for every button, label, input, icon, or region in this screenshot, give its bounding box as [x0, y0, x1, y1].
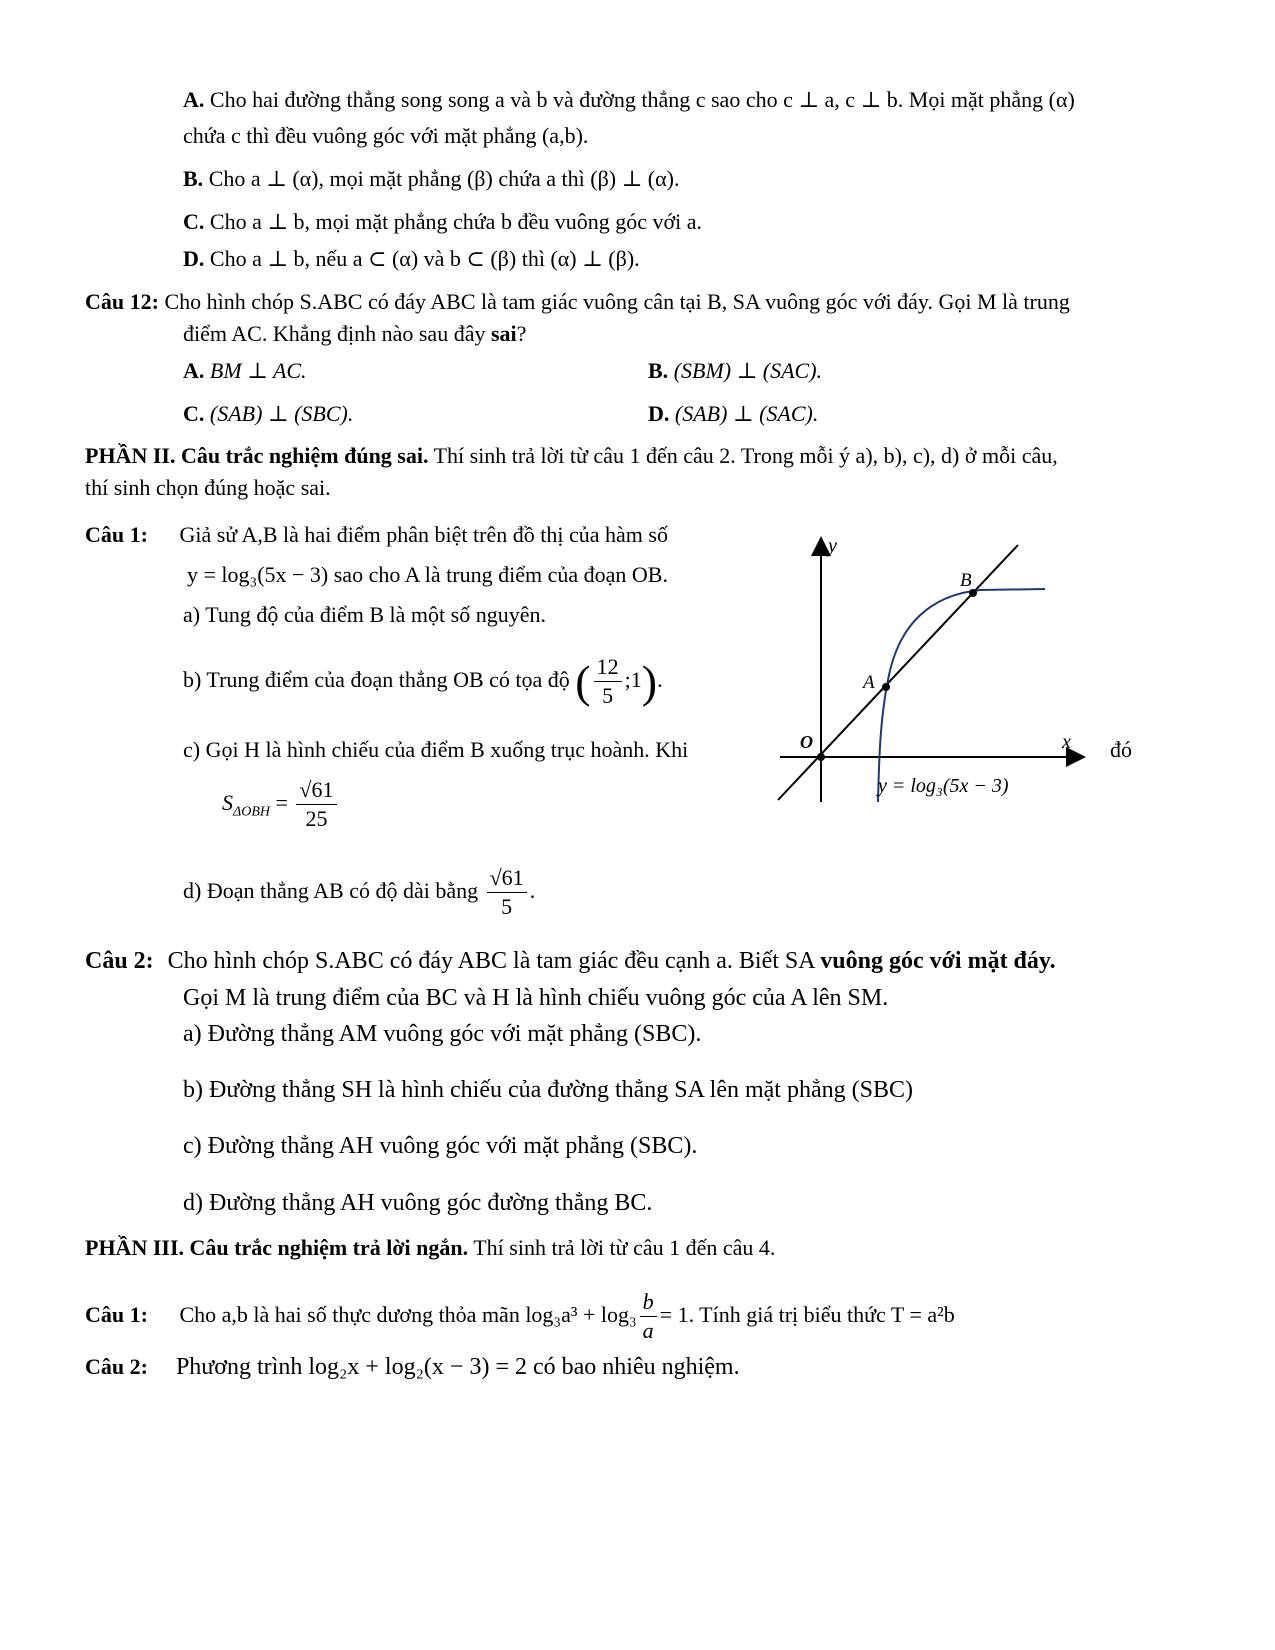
p2q1-statement-d: d) Đoạn thẳng AB có độ dài bằng $\frac{√61}{5}$ . — [183, 865, 536, 920]
origin-label: O — [800, 732, 813, 752]
q12-option-d: D. (SAB) ⊥ (SAC). — [648, 401, 819, 426]
y-axis-label: y — [828, 535, 837, 557]
point-a — [882, 683, 890, 691]
p2q1-area-expression: $S_{\Delta OBH}$ = $\frac{√61}{25}$ — [222, 773, 340, 842]
p2q1-stem: Câu 1: Giả sử A,B là hai điểm phân biệt trên đồ thị của hàm số — [85, 522, 668, 547]
p2q2-statement-c: c) Đường thẳng AH vuông góc với mặt phẳng (SBC). — [183, 1133, 698, 1159]
p3q2-stem: Câu 2: Phương trình log₂x + log₂(x − 3) = 2 có bao nhiêu nghiệm. — [85, 1354, 740, 1380]
p2q1-statement-a: a) Tung độ của điểm B là một số nguyên. — [183, 602, 546, 627]
point-o — [817, 753, 825, 761]
fraction-b-a: $\frac{b}{a}$ — [640, 1288, 657, 1345]
prev-option-d: D. Cho a ⊥ b, nếu a ⊂ (α) và b ⊂ (β) thì (α) ⊥ (β). — [183, 246, 640, 271]
fraction-sqrt61-5: $\frac{√61}{5}$ — [487, 864, 527, 921]
fraction-sqrt61-25: $\frac{√61}{25}$ — [296, 776, 336, 833]
function-label: y = log₃(5x − 3) — [878, 775, 1009, 797]
log-function-graph — [770, 530, 1100, 810]
left-paren: ( — [575, 655, 591, 707]
part2-heading-cont: thí sinh chọn đúng hoặc sai. — [85, 475, 331, 500]
q12-stem-cont: điểm AC. Khẳng định nào sau đây sai? — [183, 321, 527, 346]
p2q2-statement-a: a) Đường thẳng AM vuông góc với mặt phẳng (SBC). — [183, 1021, 702, 1047]
prev-option-b: B. Cho a ⊥ (α), mọi mặt phẳng (β) chứa a thì (β) ⊥ (α). — [183, 166, 680, 191]
point-a-label: A — [863, 672, 875, 693]
prev-option-c: C. Cho a ⊥ b, mọi mặt phẳng chứa b đều vuông góc với a. — [183, 209, 702, 234]
fraction-12-5: $\frac{12}{5}$ — [594, 653, 622, 710]
p3q1-stem: Câu 1: Cho a,b là hai số thực dương thỏa mãn log₃a³ + log₃ $\frac{b}{a}$ = 1. Tính giá trị biểu thức T = a²b — [85, 1289, 955, 1344]
p2q1-statement-c-tail: đó — [1110, 737, 1132, 762]
part3-heading: PHẦN III. Câu trắc nghiệm trả lời ngắn. Thí sinh trả lời từ câu 1 đến câu 4. — [85, 1235, 776, 1260]
p2q1-statement-b: b) Trung điểm của đoạn thẳng OB có tọa độ ( $\frac{12}{5}$ ;1). — [183, 654, 663, 709]
q12-option-b: B. (SBM) ⊥ (SAC). — [648, 358, 823, 383]
q12-option-c: C. (SAB) ⊥ (SBC). — [183, 401, 354, 426]
p2q1-statement-c: c) Gọi H là hình chiếu của điểm B xuống trục hoành. Khi — [183, 737, 689, 762]
prev-option-a-cont: chứa c thì đều vuông góc với mặt phẳng (a,b). — [183, 123, 589, 148]
p2q2-statement-b: b) Đường thẳng SH là hình chiếu của đường thẳng SA lên mặt phẳng (SBC) — [183, 1077, 913, 1103]
q12-stem: Câu 12: Cho hình chóp S.ABC có đáy ABC là tam giác vuông cân tại B, SA vuông góc với đáy. Gọi M là trung — [85, 289, 1070, 314]
q12-option-a: A. BM ⊥ AC. — [183, 358, 307, 383]
p2q2-stem: Câu 2: Cho hình chóp S.ABC có đáy ABC là tam giác đều cạnh a. Biết SA vuông góc với mặt đáy. — [85, 948, 1056, 974]
point-b-label: B — [960, 570, 972, 591]
p2q1-stem-cont: y = log₃(5x − 3) sao cho A là trung điểm của đoạn OB. — [187, 562, 668, 587]
prev-option-a: A. Cho hai đường thẳng song song a và b và đường thẳng c sao cho c ⊥ a, c ⊥ b. Mọi mặt phẳng (α) — [183, 87, 1075, 112]
part2-heading: PHẦN II. Câu trắc nghiệm đúng sai. Thí sinh trả lời từ câu 1 đến câu 2. Trong mỗi ý a), b), c), d) ở mỗi câu, — [85, 443, 1058, 468]
p2q2-stem-cont: Gọi M là trung điểm của BC và H là hình chiếu vuông góc của A lên SM. — [183, 985, 889, 1011]
line-ob — [778, 545, 1018, 800]
log-curve — [878, 589, 1045, 802]
p2q2-statement-d: d) Đường thẳng AH vuông góc đường thẳng BC. — [183, 1190, 653, 1216]
x-axis-label: x — [1062, 731, 1071, 753]
right-paren: ) — [641, 655, 658, 707]
